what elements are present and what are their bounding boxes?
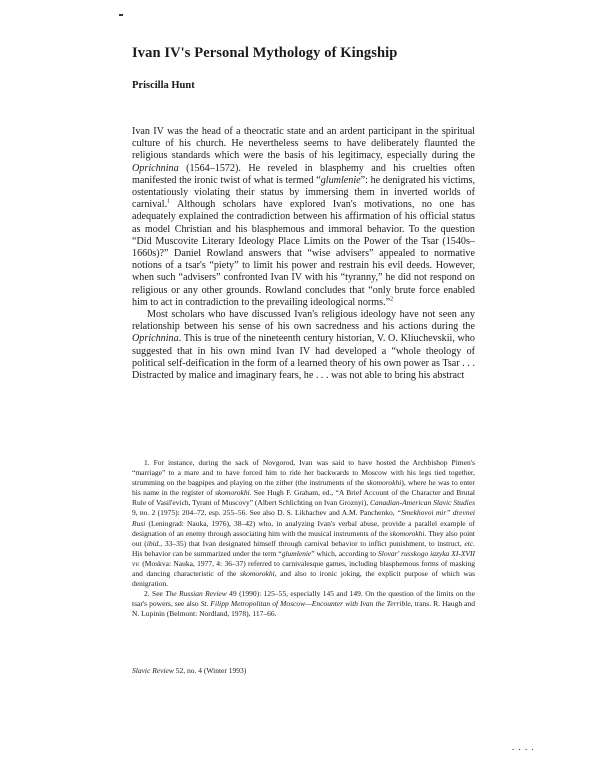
body-paragraph-1: Ivan IV was the head of a theocratic state and an ardent participant in the spiritual culture of his church. He nevertheless seems to have deliberately flaunted the religious standards which were the basis of his legitimacy, especially during the Oprichnina (1564–1572). He reveled in blasphemy and his cruelties often manifested the ironic twist of what is termed “glumlenie”: he denigrated his victims, ostentatiously violating their status by immersing them in inverted worlds of carnival.$^1$ Although scholars have explored Ivan's motivations, no one has adequately explained the contradiction between his affirmation of his official status as model Christian and his blasphemous and immoral behavior. To the question “Did Muscovite Literary Ideology Place Limits on the Power of the Tsar (1540s–1660s)?” Daniel Rowland answers that “wise advisers” appealed to normative notions of a tsar's “piety” to limit his power and restrain his evil deeds. However, when such “advisers” confronted Ivan IV with his “tyranny,” he did not respond on religious or any other grounds. Rowland concludes that “only brute force enabled him to act in contradiction to the prevailing ideological norms.”$^2$: [132, 126, 475, 308]
article-title: Ivan IV's Personal Mythology of Kingship: [132, 45, 398, 61]
article-body: [132, 126, 475, 382]
footnote-ref-2[interactable]: 2: [390, 296, 394, 303]
footnote-ref-1[interactable]: 1: [167, 198, 171, 205]
emphasis-oprichnina: Oprichnina: [132, 162, 179, 174]
body-paragraph-2: Most scholars who have discussed Ivan's religious ideology have not seen any relationship between his sense of his own sacredness and his actions during the Oprichnina. This is true of the nineteenth century historian, V. O. Kliuchevskii, who suggested that in his own mind Ivan IV had developed a “whole theology of political self-deification in the form of a learned theory of his own power as Tsar . . . Distracted by malice and imaginary fears, he . . . was not able to bring his abstract: [132, 309, 475, 382]
emphasis-oprichnina: Oprichnina: [132, 333, 179, 345]
footnote-1: 1. For instance, during the sack of Novgorod, Ivan was said to have hosted the Archbishop Pimen's “marriage” to a mare and to have forced him to ride her backwards to Moscow with his legs tied together, strumming on the bagpipes and playing on the zither (the instruments of the skomorokhi), where he was to enter his name in the register of skomorokhi. See Hugh F. Graham, ed., “A Brief Account of the Character and Brutal Rule of Vasil'evich, Tyrant of Muscovy” (Albert Schlichting on Ivan Groznyi), Canadian-American Slavic Studies 9, no. 2 (1975): 204–72, esp. 255–56. See also D. S. Likhachev and A.M. Panchenko, “Smekhovoi mir” drevnei Rusi (Leningrad: Nauka, 1976), 38–42) who, in analyzing Ivan's verbal abuse, provide a parallel example of designation of an enemy through associating him with the musical instruments of the skomorokhi. They also point out (ibid., 33–35) that Ivan designated himself through carnival behavior to inflict punishment, to instruct, etc. His behavior can be summarized under the term “glumlenie” which, according to Slovar' russkogo iazyka XI-XVII vv. (Moskva: Nauka, 1977, 4: 36–37) referred to carnivalesque games, including blasphemous forms of masking and dancing characteristic of the skomorokhi, and also to ironic joking, the explicit purpose of which was denigration.: [132, 458, 476, 589]
journal-issue-line: [132, 666, 475, 676]
journal-name: Slavic Review: [132, 666, 174, 675]
footnote-2: 2. See The Russian Review 49 (1990): 125–55, especially 145 and 149. On the question of the limits on the tsar's powers, see also St. Filipp Metropolitan of Moscow—Encounter with Ivan the Terrible, trans. R. Haugh and N. Lupinin (Belmont: Nordland, 1978), 117–66.: [132, 589, 476, 619]
article-author: Priscilla Hunt: [132, 80, 195, 91]
page-dots: . . . .: [512, 742, 535, 752]
emphasis-glumlenie: glumlenie: [320, 174, 361, 186]
scan-speck: [119, 14, 123, 16]
issue-info: 52, no. 4 (Winter 1993): [173, 666, 247, 675]
footnotes: [132, 458, 475, 620]
